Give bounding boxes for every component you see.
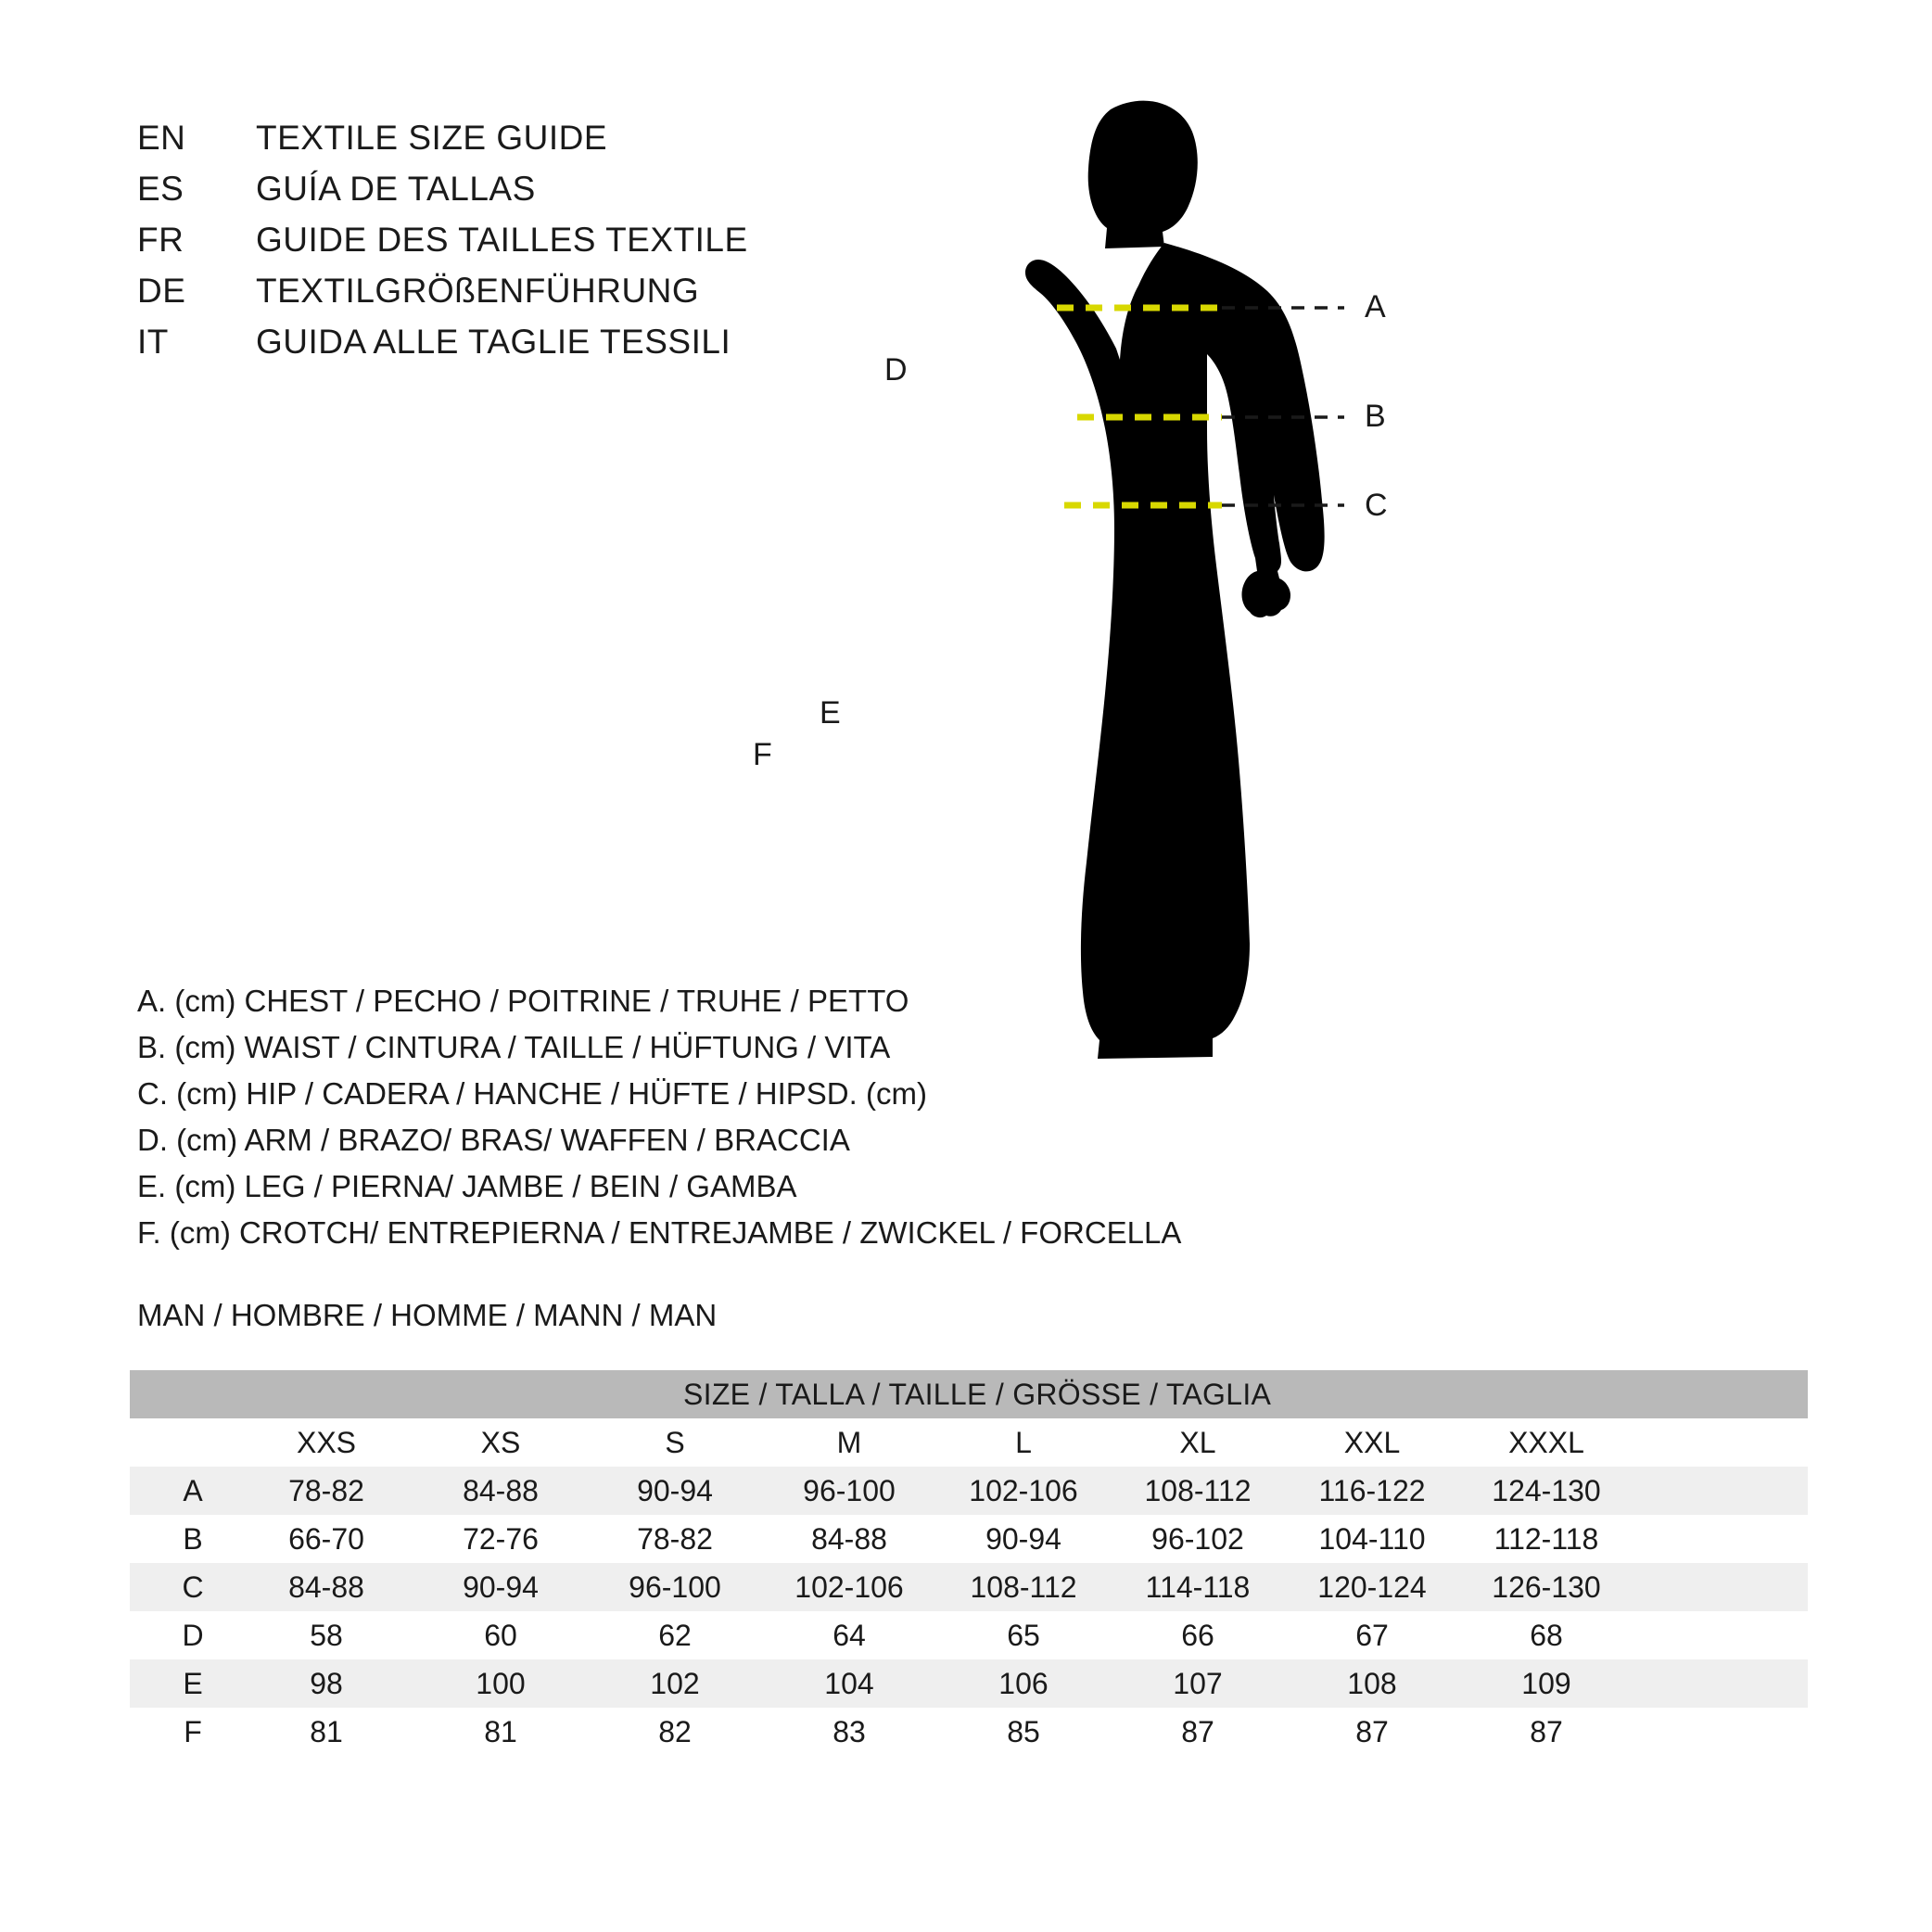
- man-silhouette-shape: [1025, 101, 1325, 1059]
- silhouette-diagram: [1001, 83, 1836, 1316]
- table-cell: 83: [762, 1708, 936, 1756]
- table-cell: 85: [936, 1708, 1111, 1756]
- table-cell: 68: [1459, 1611, 1633, 1659]
- gender-label: MAN / HOMBRE / HOMME / MANN / MAN: [137, 1298, 718, 1332]
- callout-label-a: A: [1365, 289, 1386, 324]
- legend-item-d: D. (cm) ARM / BRAZO/ BRAS/ WAFFEN / BRACCIA: [137, 1123, 850, 1157]
- dimension-label-d: D: [884, 352, 908, 388]
- table-corner-cell: [130, 1418, 239, 1467]
- table-cell: 78-82: [239, 1467, 413, 1515]
- size-table: [130, 1370, 1808, 1756]
- language-title: TEXTILGRÖßENFÜHRUNG: [256, 272, 700, 310]
- table-cell: 108: [1285, 1659, 1459, 1708]
- table-header-row: [130, 1418, 1808, 1467]
- table-cell: 104-110: [1285, 1515, 1459, 1563]
- language-code: IT: [137, 323, 169, 361]
- language-code: ES: [137, 170, 184, 208]
- table-cell: 66-70: [239, 1515, 413, 1563]
- table-cell: 84-88: [239, 1563, 413, 1611]
- column-header-xxl: XXL: [1285, 1418, 1459, 1467]
- row-label: C: [130, 1563, 239, 1611]
- language-title: TEXTILE SIZE GUIDE: [256, 119, 608, 157]
- table-cell: 108-112: [1111, 1467, 1285, 1515]
- table-spacer-cell: [1633, 1708, 1808, 1756]
- table-cell: 124-130: [1459, 1467, 1633, 1515]
- table-spacer-cell: [1633, 1467, 1808, 1515]
- dimension-label-e: E: [820, 695, 841, 731]
- legend-item-c: C. (cm) HIP / CADERA / HANCHE / HÜFTE / HIPSD. (cm): [137, 1076, 927, 1111]
- table-row: [130, 1708, 1808, 1756]
- language-row: [137, 323, 972, 374]
- table-cell: 96-100: [762, 1467, 936, 1515]
- table-cell: 96-100: [588, 1563, 762, 1611]
- table-cell: 90-94: [413, 1563, 588, 1611]
- callout-label-c: C: [1365, 488, 1388, 523]
- table-cell: 126-130: [1459, 1563, 1633, 1611]
- table-cell: 67: [1285, 1611, 1459, 1659]
- table-cell: 116-122: [1285, 1467, 1459, 1515]
- row-label: A: [130, 1467, 239, 1515]
- table-row: [130, 1659, 1808, 1708]
- table-row: [130, 1467, 1808, 1515]
- row-label: D: [130, 1611, 239, 1659]
- table-cell: 64: [762, 1611, 936, 1659]
- column-header-xl: XL: [1111, 1418, 1285, 1467]
- table-cell: 96-102: [1111, 1515, 1285, 1563]
- table-row: [130, 1563, 1808, 1611]
- row-label: B: [130, 1515, 239, 1563]
- table-title: SIZE / TALLA / TAILLE / GRÖSSE / TAGLIA: [130, 1370, 1808, 1418]
- language-title: GUIDA ALLE TAGLIE TESSILI: [256, 323, 731, 361]
- table-cell: 106: [936, 1659, 1111, 1708]
- language-row: [137, 221, 972, 272]
- table-cell: 108-112: [936, 1563, 1111, 1611]
- legend-item-f: F. (cm) CROTCH/ ENTREPIERNA / ENTREJAMBE / ZWICKEL / FORCELLA: [137, 1215, 1182, 1250]
- legend-item-a: A. (cm) CHEST / PECHO / POITRINE / TRUHE / PETTO: [137, 984, 909, 1018]
- table-spacer-cell: [1633, 1563, 1808, 1611]
- table-cell: 62: [588, 1611, 762, 1659]
- table-cell: 66: [1111, 1611, 1285, 1659]
- language-code: EN: [137, 119, 186, 157]
- table-cell: 90-94: [936, 1515, 1111, 1563]
- table-cell: 78-82: [588, 1515, 762, 1563]
- column-header-xxxl: XXXL: [1459, 1418, 1633, 1467]
- column-header-s: S: [588, 1418, 762, 1467]
- table-cell: 60: [413, 1611, 588, 1659]
- table-cell: 65: [936, 1611, 1111, 1659]
- row-label: E: [130, 1659, 239, 1708]
- language-code: FR: [137, 221, 184, 259]
- table-spacer-cell: [1633, 1611, 1808, 1659]
- table-cell: 104: [762, 1659, 936, 1708]
- table-cell: 109: [1459, 1659, 1633, 1708]
- language-title-block: [137, 119, 972, 374]
- legend-item-b: B. (cm) WAIST / CINTURA / TAILLE / HÜFTUNG / VITA: [137, 1030, 891, 1064]
- table-spacer-cell: [1633, 1659, 1808, 1708]
- table-cell: 82: [588, 1708, 762, 1756]
- column-header-m: M: [762, 1418, 936, 1467]
- table-cell: 114-118: [1111, 1563, 1285, 1611]
- column-header-xs: XS: [413, 1418, 588, 1467]
- table-row: [130, 1611, 1808, 1659]
- table-cell: 98: [239, 1659, 413, 1708]
- table-cell: 84-88: [413, 1467, 588, 1515]
- table-cell: 102-106: [762, 1563, 936, 1611]
- table-cell: 81: [239, 1708, 413, 1756]
- column-header-l: L: [936, 1418, 1111, 1467]
- table-row: [130, 1515, 1808, 1563]
- dimension-label-f: F: [753, 737, 772, 772]
- table-cell: 102-106: [936, 1467, 1111, 1515]
- table-spacer-cell: [1633, 1515, 1808, 1563]
- table-cell: 107: [1111, 1659, 1285, 1708]
- table-cell: 84-88: [762, 1515, 936, 1563]
- table-spacer-cell: [1633, 1418, 1808, 1467]
- table-cell: 58: [239, 1611, 413, 1659]
- legend-item-e: E. (cm) LEG / PIERNA/ JAMBE / BEIN / GAMBA: [137, 1169, 797, 1203]
- language-row: [137, 272, 972, 323]
- table-title-row: [130, 1370, 1808, 1418]
- language-row: [137, 170, 972, 221]
- table-cell: 87: [1111, 1708, 1285, 1756]
- table-cell: 72-76: [413, 1515, 588, 1563]
- language-title: GUÍA DE TALLAS: [256, 170, 536, 208]
- row-label: F: [130, 1708, 239, 1756]
- column-header-xxs: XXS: [239, 1418, 413, 1467]
- language-row: [137, 119, 972, 170]
- table-cell: 102: [588, 1659, 762, 1708]
- table-cell: 87: [1285, 1708, 1459, 1756]
- table-cell: 100: [413, 1659, 588, 1708]
- language-code: DE: [137, 272, 186, 310]
- table-cell: 120-124: [1285, 1563, 1459, 1611]
- table-cell: 81: [413, 1708, 588, 1756]
- table-cell: 87: [1459, 1708, 1633, 1756]
- language-title: GUIDE DES TAILLES TEXTILE: [256, 221, 748, 259]
- callout-label-b: B: [1365, 399, 1386, 434]
- table-cell: 90-94: [588, 1467, 762, 1515]
- size-guide-figure: [753, 83, 1836, 1316]
- table-cell: 112-118: [1459, 1515, 1633, 1563]
